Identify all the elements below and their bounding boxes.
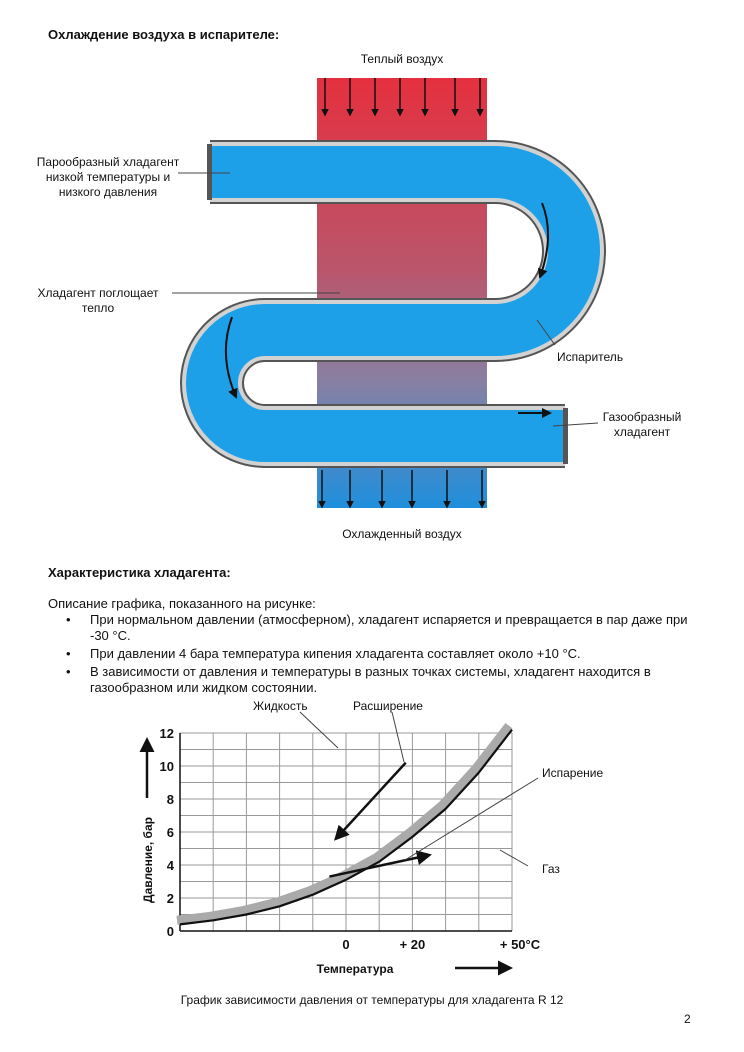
y-tick-label: 2 [166,891,174,906]
list-item: • В зависимости от давления и температуры в разных точках системы, хладагент находится в газообразном или жидком состоянии. [66,664,651,695]
warm-air-label: Теплый воздух [360,52,444,66]
expansion-annotation: Расширение [353,699,423,713]
chart-caption: График зависимости давления от температуры для хладагента R 12 [180,993,564,1007]
bullet-list [48,612,708,698]
liquid-annotation: Жидкость [253,699,308,713]
x-axis-title: Температура [316,962,394,976]
x-tick-label: + 20 [399,937,426,952]
evaporator-label: Испаритель [557,350,624,364]
y-tick-label: 12 [159,726,174,741]
y-tick-label: 4 [166,858,174,873]
expansion-leader-line [392,712,404,762]
section-heading-refrigerant: Характеристика хладагента: [48,565,231,580]
vapor-refrigerant-label: Парообразный хладагент низкой температуры и низкого давления [36,155,180,199]
y-tick-label: 0 [166,924,174,939]
y-tick-label: 10 [159,759,174,774]
x-tick-label: 0 [342,937,350,952]
evaporation-annotation: Испарение [542,766,604,780]
list-item: • При нормальном давлении (атмосферном), хладагент испаряется и превращается в пар даже при -30 °С. [66,612,688,643]
list-item: • При давлении 4 бара температура кипения хладагента составляет около +10 °С. [66,646,581,661]
gas-annotation: Газ [542,862,560,876]
y-axis-title: Давление, бар [141,817,155,903]
y-tick-label: 6 [166,825,174,840]
chart-intro-text: Описание графика, показанного на рисунке: [48,596,316,611]
saturation-band [177,726,509,921]
liquid-leader-line [300,712,338,748]
absorbs-heat-label: Хладагент поглощает тепло [37,286,159,315]
cooled-air-label: Охлажденный воздух [342,527,462,541]
y-tick-label: 8 [166,792,174,807]
page-number: 2 [684,1012,691,1026]
section-heading-evaporator: Охлаждение воздуха в испарителе: [48,27,280,42]
gas-leader-line [500,850,528,866]
pressure-temperature-chart [0,690,744,990]
gaseous-refrigerant-label: Газообразный хладагент [602,410,682,439]
x-tick-label: + 50°C [499,937,541,952]
